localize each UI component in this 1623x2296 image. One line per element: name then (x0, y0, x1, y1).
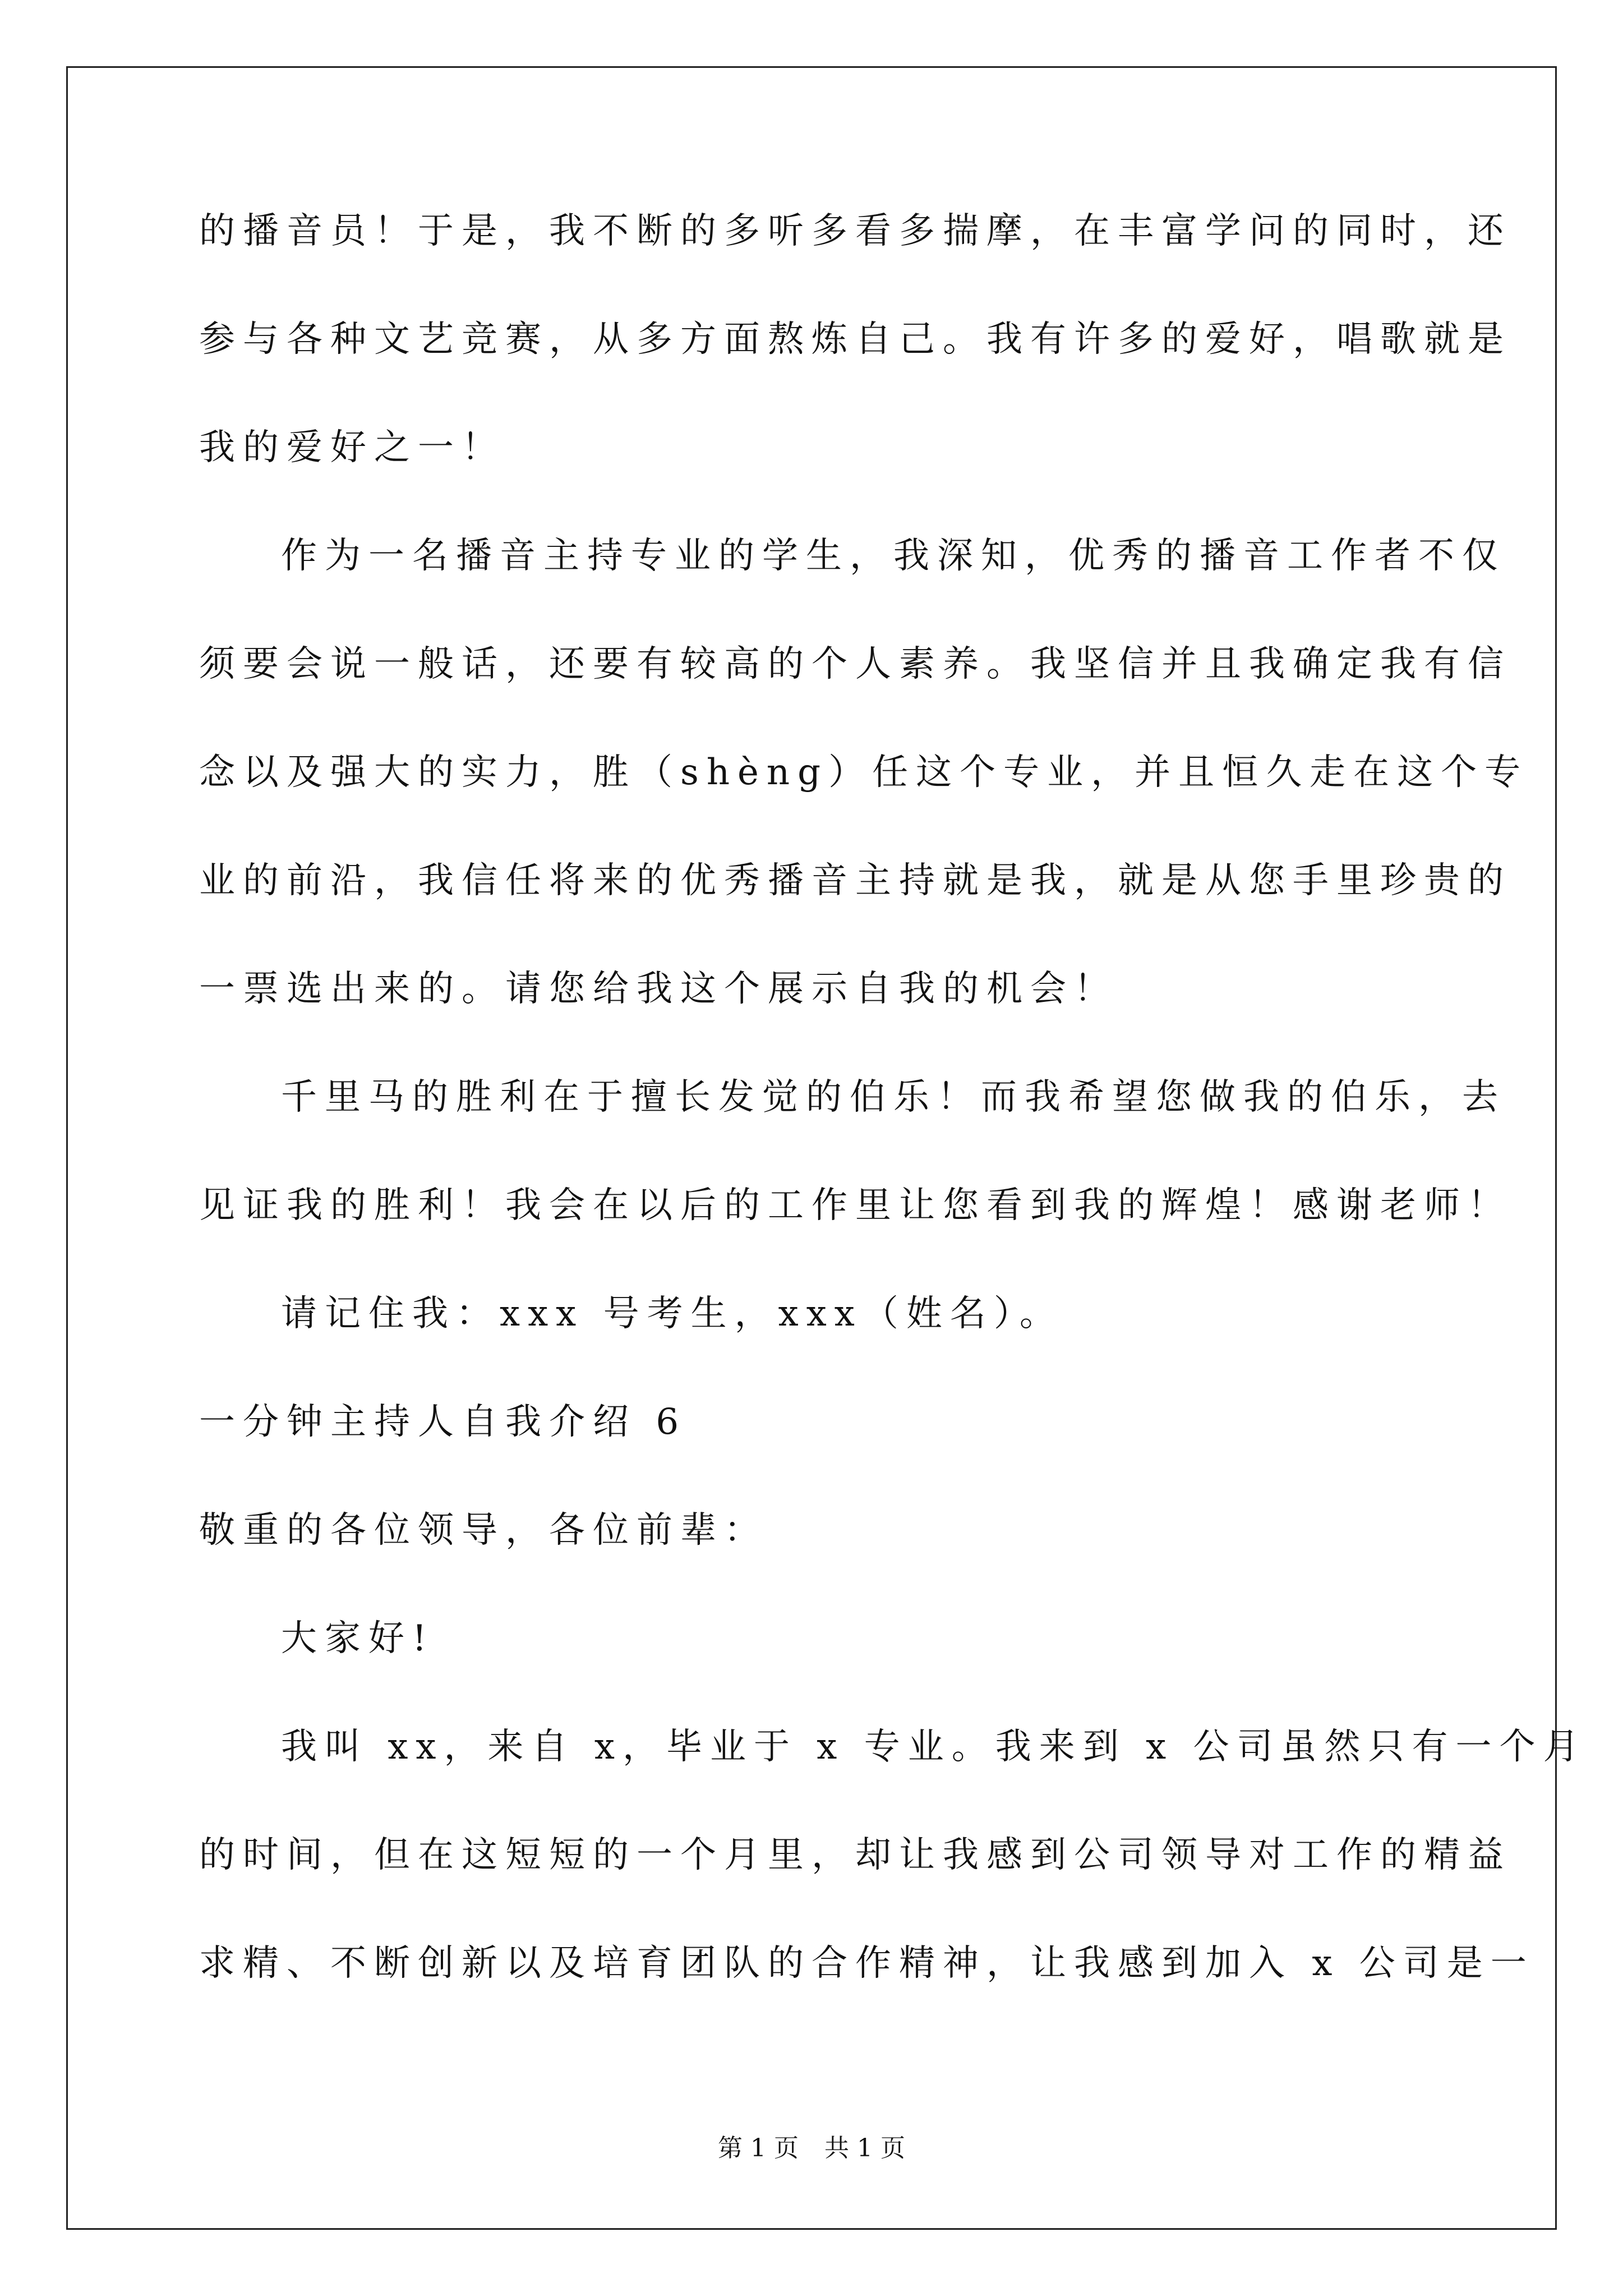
section-heading: 一分钟主持人自我介绍 6 (199, 1401, 687, 1443)
page-border (66, 66, 1557, 2230)
salutation: 敬重的各位领导，各位前辈： (199, 1510, 768, 1551)
text-line: 须要会说一般话，还要有较高的个人素养。我坚信并且我确定我有信 (199, 643, 1511, 685)
text-line: 业的前沿，我信任将来的优秀播音主持就是我，就是从您手里珍贵的 (199, 860, 1511, 901)
text-line: 一票选出来的。请您给我这个展示自我的机会！ (199, 968, 1118, 1010)
page-number: 第 1 页 (718, 2134, 799, 2162)
text-line: 念以及强大的实力，胜（shèng）任这个专业，并且恒久走在这个专 (199, 752, 1529, 793)
text-line: 参与各种文艺竞赛，从多方面熬炼自己。我有许多的爱好，唱歌就是 (199, 319, 1511, 360)
text-line: 的时间，但在这短短的一个月里，却让我感到公司领导对工作的精益 (199, 1834, 1511, 1876)
text-line: 的播音员！于是，我不断的多听多看多揣摩，在丰富学问的同时，还 (199, 210, 1511, 252)
text-line: 求精、不断创新以及培育团队的合作精神，让我感到加入 x 公司是一 (199, 1943, 1534, 1984)
text-line: 请记住我：xxx 号考生，xxx（姓名）。 (281, 1293, 1063, 1335)
text-line: 我叫 xx，来自 x，毕业于 x 专业。我来到 x 公司虽然只有一个月 (281, 1726, 1587, 1768)
text-line: 作为一名播音主持专业的学生，我深知，优秀的播音工作者不仅 (281, 535, 1506, 577)
page-footer (0, 2136, 1623, 2161)
text-line: 见证我的胜利！我会在以后的工作里让您看到我的辉煌！感谢老师！ (199, 1185, 1511, 1226)
greeting: 大家好! (281, 1618, 435, 1659)
page-total: 共 1 页 (824, 2134, 905, 2162)
text-line: 我的爱好之一！ (199, 427, 505, 468)
text-line: 千里马的胜利在于擅长发觉的伯乐！而我希望您做我的伯乐，去 (281, 1076, 1506, 1118)
